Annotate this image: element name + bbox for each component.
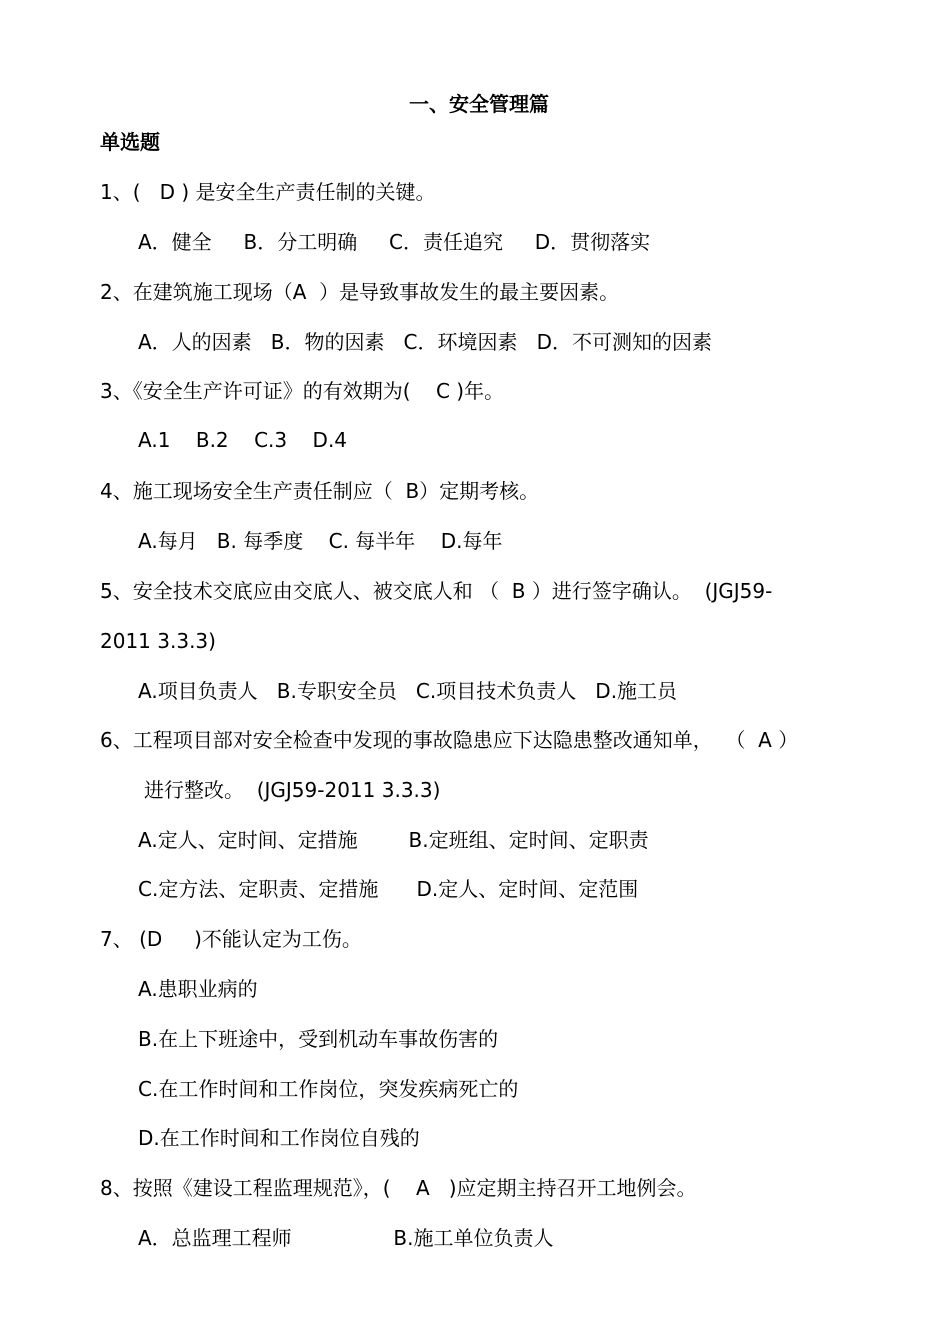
question-8-options: A．总监理工程师 B.施工单位负责人 (138, 1226, 554, 1250)
question-5: 5、安全技术交底应由交底人、被交底人和 （ B ）进行签字确认。 (JGJ59- (100, 579, 773, 603)
question-1: 1、( D ) 是安全生产责任制的关键。 (100, 180, 436, 204)
question-8: 8、按照《建设工程监理规范》，( A )应定期主持召开工地例会。 (100, 1176, 697, 1200)
question-5-options: A.项目负责人 B.专职安全员 C.项目技术负责人 D.施工员 (138, 679, 678, 703)
document-title: 一、安全管理篇 (409, 92, 549, 116)
question-5-continued: 2011 3.3.3) (100, 629, 216, 653)
question-7-option-c: C.在工作时间和工作岗位，突发疾病死亡的 (138, 1077, 519, 1101)
question-6-options-2: C.定方法、定职责、定措施 D.定人、定时间、定范围 (138, 877, 639, 901)
question-2: 2、在建筑施工现场（A ）是导致事故发生的最主要因素。 (100, 280, 620, 304)
question-6-options-1: A.定人、定时间、定措施 B.定班组、定时间、定职责 (138, 828, 649, 852)
question-1-options: A．健全 B．分工明确 C．责任追究 D．贯彻落实 (138, 230, 651, 254)
question-4-options: A.每月 B. 每季度 C. 每半年 D.每年 (138, 529, 503, 553)
question-6: 6、工程项目部对安全检查中发现的事故隐患应下达隐患整改通知单， （ A ） (100, 728, 799, 752)
question-3: 3、《安全生产许可证》的有效期为( C )年。 (100, 379, 505, 403)
question-2-options: A．人的因素 B．物的因素 C．环境因素 D．不可测知的因素 (138, 330, 712, 354)
question-7: 7、 (D )不能认定为工伤。 (100, 927, 362, 951)
question-6-continued: 进行整改。 (JGJ59-2011 3.3.3) (144, 778, 441, 802)
question-7-option-a: A.患职业病的 (138, 977, 258, 1001)
section-heading: 单选题 (100, 130, 160, 154)
question-7-option-d: D.在工作时间和工作岗位自残的 (138, 1126, 420, 1150)
question-7-option-b: B.在上下班途中，受到机动车事故伤害的 (138, 1027, 499, 1051)
question-4: 4、施工现场安全生产责任制应（ B）定期考核。 (100, 479, 540, 503)
question-3-options: A.1 B.2 C.3 D.4 (138, 428, 348, 452)
